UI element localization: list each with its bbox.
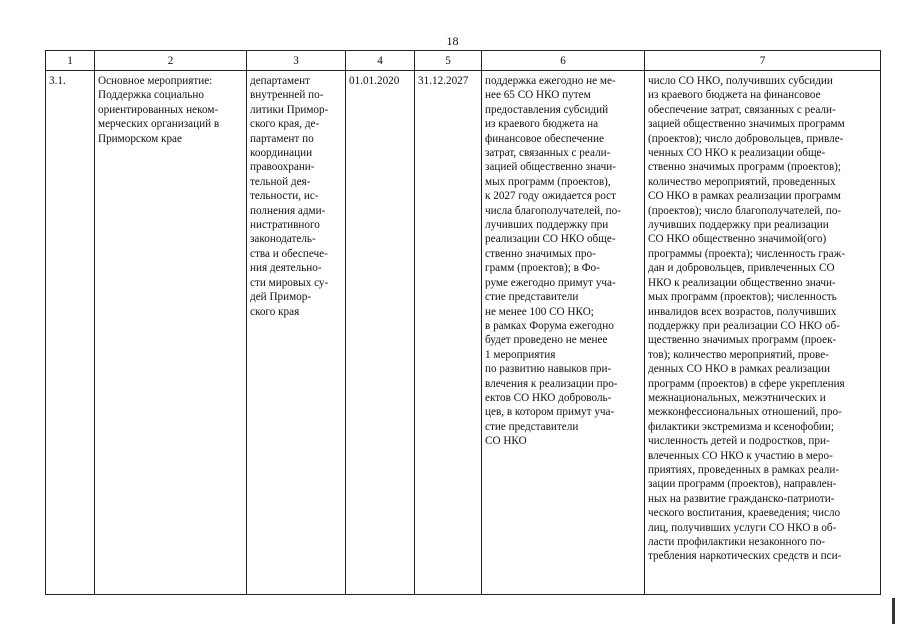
text-line: внутренней по- (250, 89, 324, 102)
text-line: поддержку при реализации СО НКО об- (648, 319, 840, 332)
text-line: реализации СО НКО обще- (485, 233, 616, 246)
text-line: СО НКО (485, 435, 527, 448)
text-line: полнения адми- (250, 204, 326, 217)
text-line: литики Примор- (250, 103, 329, 116)
text-line: лиц, получивших услуги СО НКО в об- (648, 521, 837, 534)
text-line: инвалидов всех возрастов, получивших (648, 305, 837, 318)
text-line: лучивших поддержку при реализации (648, 219, 829, 232)
text-line: затрат, связанных с реали- (485, 147, 611, 160)
text-line: СО НКО в рамках реализации программ (648, 190, 841, 203)
text-line: ского края, де- (250, 118, 320, 131)
text-line: сти мировых су- (250, 276, 329, 289)
text-line: обеспечение затрат, связанных с реали- (648, 103, 836, 116)
text-line: Основное мероприятие: (98, 75, 213, 87)
end-date-cell: 31.12.2027 (415, 71, 482, 595)
text-line: ственно значимых программ (проектов); (648, 161, 841, 174)
text-line: партамент по (250, 132, 314, 145)
text-line: (проектов); число благополучателей, по- (648, 204, 842, 217)
text-line: ческого воспитания, краеведения; число (648, 507, 841, 520)
text-line: грамм (проектов); в Фо- (485, 262, 600, 275)
text-line: руме ежегодно примут уча- (485, 276, 616, 289)
text-line: мых программ (проектов), (485, 175, 611, 188)
text-line: 1 мероприятия (485, 348, 556, 361)
text-line: ния деятельно- (250, 262, 322, 275)
text-line: программ (проектов) в сфере укрепления (648, 377, 845, 390)
header-cell-7: 7 (645, 51, 881, 71)
text-line: (проектов); число добровольцев, привле- (648, 132, 844, 145)
text-line: количество мероприятий, проведенных (648, 175, 836, 188)
table-row (46, 71, 881, 595)
indicators-cell (645, 71, 881, 595)
text-line: поддержка ежегодно не ме- (485, 75, 616, 87)
text-line: мерческих организаций в (98, 118, 220, 131)
program-table (45, 50, 881, 595)
start-date-cell: 01.01.2020 (346, 71, 415, 595)
header-cell-2: 2 (95, 51, 247, 71)
text-line: координации (250, 147, 313, 160)
text-line: тов); количество мероприятий, прове- (648, 348, 829, 361)
text-line: правоохрани- (250, 161, 315, 174)
text-line: влечения к реализации про- (485, 377, 618, 390)
text-line: предоставления субсидий (485, 103, 609, 116)
header-cell-3: 3 (247, 51, 346, 71)
text-line: тельности, ис- (250, 190, 319, 203)
text-line: в рамках Форума ежегодно (485, 319, 614, 332)
text-line: межконфессиональных отношений, про- (648, 406, 842, 419)
text-line: межнациональных, межэтнических и (648, 391, 826, 404)
text-line: дей Примор- (250, 291, 312, 304)
text-line: стие представители (485, 291, 579, 304)
text-line: ектов СО НКО доброволь- (485, 391, 612, 404)
page-number: 18 (446, 34, 459, 48)
text-line: программы (проекта); численность граж- (648, 247, 846, 260)
text-line: зацией общественно значимых программ (648, 118, 845, 131)
text-line: Поддержка социально (98, 89, 204, 102)
text-line: приятиях, проведенных в рамках реали- (648, 463, 840, 476)
text-line: денных СО НКО в рамках реализации (648, 363, 831, 376)
text-line: мых программ (проектов); численность (648, 291, 837, 304)
text-line: СО НКО общественно значимой(ого) (648, 233, 827, 246)
text-line: не менее 100 СО НКО; (485, 305, 594, 318)
header-cell-1: 1 (46, 51, 95, 71)
activity-name-cell (95, 71, 247, 595)
text-line: числа благополучателей, по- (485, 204, 621, 217)
text-line: лучивших поддержку при (485, 219, 609, 232)
text-line: ориентированных неком- (98, 103, 219, 116)
text-line: ласти профилактики незаконного по- (648, 536, 826, 548)
text-line: ства и обеспече- (250, 247, 328, 260)
expected-result-cell (482, 71, 645, 595)
text-line: департамент (250, 75, 310, 87)
text-line: финансовое обеспечение (485, 132, 604, 145)
text-line: стие представители (485, 420, 579, 433)
header-cell-6: 6 (482, 51, 645, 71)
text-line: ственно значимых про- (485, 247, 596, 260)
text-line: ского края (250, 305, 300, 318)
header-row (46, 51, 881, 71)
text-line: к 2027 году ожидается рост (485, 190, 616, 203)
text-line: по развитию навыков при- (485, 363, 612, 376)
text-line: из краевого бюджета на (485, 118, 599, 131)
text-line: нее 65 СО НКО путем (485, 89, 591, 102)
text-line: тельной дея- (250, 175, 311, 188)
text-line: число СО НКО, получивших субсидии (648, 75, 833, 87)
text-line: зации программ (проектов), направлен- (648, 478, 837, 491)
text-line: цев, в котором примут уча- (485, 406, 615, 419)
text-line: влеченных СО НКО к участию в меро- (648, 449, 833, 462)
text-line: филактики экстремизма и ксенофобии; (648, 420, 834, 433)
row-number-cell: 3.1. (46, 71, 95, 595)
header-cell-5: 5 (415, 51, 482, 71)
text-line: нистративного (250, 219, 320, 232)
text-line: будет проведено не менее (485, 334, 608, 347)
text-line: дан и добровольцев, привлеченных СО (648, 262, 835, 275)
text-line: ченных СО НКО к реализации обще- (648, 147, 826, 160)
text-line: ных на развитие гражданско-патриоти- (648, 492, 835, 505)
text-line: НКО к реализации общественно значи- (648, 276, 836, 289)
text-line: Приморском крае (98, 132, 182, 145)
text-line: зацией общественно значи- (485, 161, 616, 174)
text-line: щественно значимых программ (проек- (648, 334, 837, 347)
text-line: требления наркотических средств и пси- (648, 550, 842, 563)
text-line: численность детей и подростков, при- (648, 435, 830, 448)
executor-cell (247, 71, 346, 595)
scan-edge-mark (892, 598, 895, 624)
header-cell-4: 4 (346, 51, 415, 71)
text-line: законодатель- (250, 233, 316, 246)
text-line: из краевого бюджета на финансовое (648, 89, 821, 102)
